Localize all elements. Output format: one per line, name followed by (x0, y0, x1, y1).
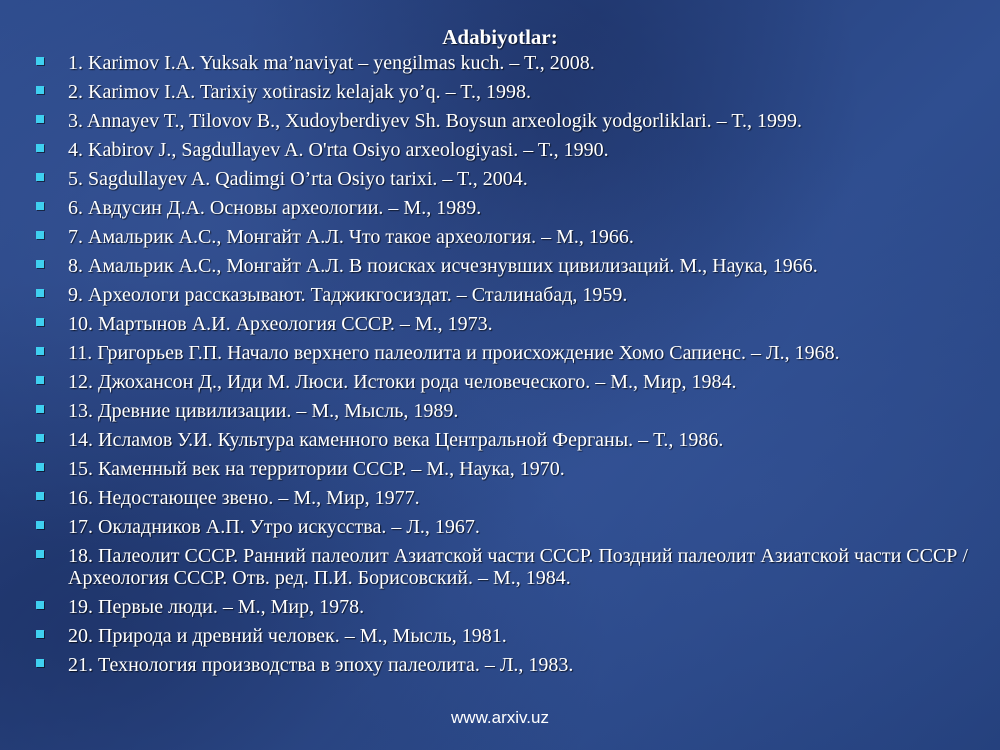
square-bullet-icon (36, 521, 44, 529)
reference-item (36, 458, 972, 480)
square-bullet-icon (36, 376, 44, 384)
square-bullet-icon (36, 434, 44, 442)
reference-text: 17. Окладников А.П. Утро искусства. – Л., 1967. (68, 516, 480, 538)
reference-text: 20. Природа и древний человек. – М., Мысль, 1981. (68, 625, 507, 647)
reference-text: 4. Kabirov J., Sagdullayev A. O'rta Osiyo arxeologiyasi. – T., 1990. (68, 139, 609, 161)
reference-item (36, 284, 972, 306)
reference-text: 7. Амальрик А.С., Монгайт А.Л. Что такое археология. – М., 1966. (68, 226, 634, 248)
reference-text: 8. Амальрик А.С., Монгайт А.Л. В поисках исчезнувших цивилизаций. М., Наука, 1966. (68, 255, 818, 277)
square-bullet-icon (36, 173, 44, 181)
reference-item (36, 596, 972, 618)
square-bullet-icon (36, 57, 44, 65)
reference-item (36, 52, 972, 74)
square-bullet-icon (36, 601, 44, 609)
reference-item (36, 110, 972, 132)
square-bullet-icon (36, 347, 44, 355)
reference-text: 13. Древние цивилизации. – М., Мысль, 1989. (68, 400, 459, 422)
square-bullet-icon (36, 550, 44, 558)
reference-item (36, 81, 972, 103)
reference-item (36, 400, 972, 422)
reference-item (36, 255, 972, 277)
reference-text: 3. Annayev T., Tilovov B., Xudoyberdiyev Sh. Boysun arxeologik yodgorliklari. – T., 1999. (68, 110, 803, 132)
reference-item (36, 516, 972, 538)
square-bullet-icon (36, 289, 44, 297)
reference-list (36, 52, 972, 683)
reference-text: 5. Sagdullayev A. Qadimgi O’rta Osiyo tarixi. – T., 2004. (68, 168, 528, 190)
square-bullet-icon (36, 86, 44, 94)
reference-item (36, 168, 972, 190)
square-bullet-icon (36, 405, 44, 413)
reference-item (36, 429, 972, 451)
reference-text: 14. Исламов У.И. Культура каменного века Центральной Ферганы. – Т., 1986. (68, 429, 724, 451)
square-bullet-icon (36, 144, 44, 152)
reference-text: 18. Палеолит СССР. Ранний палеолит Азиатской части СССР. Поздний палеолит Азиатской части СССР /Археология СССР. Отв. ред. П.И. Борисовский. – М., 1984. (68, 545, 968, 589)
reference-item (36, 197, 972, 219)
reference-text: 11. Григорьев Г.П. Начало верхнего палеолита и происхождение Хомо Сапиенс. – Л., 1968. (68, 342, 840, 364)
reference-text: 15. Каменный век на территории СССР. – М., Наука, 1970. (68, 458, 565, 480)
reference-item (36, 545, 972, 589)
square-bullet-icon (36, 260, 44, 268)
square-bullet-icon (36, 115, 44, 123)
square-bullet-icon (36, 231, 44, 239)
reference-text: 21. Технология производства в эпоху палеолита. – Л., 1983. (68, 654, 574, 676)
reference-text: 19. Первые люди. – М., Мир, 1978. (68, 596, 365, 618)
reference-text: 12. Джохансон Д., Иди М. Люси. Истоки рода человеческого. – М., Мир, 1984. (68, 371, 737, 393)
square-bullet-icon (36, 318, 44, 326)
reference-text: 1. Karimov I.A. Yuksak ma’naviyat – yengilmas kuch. – T., 2008. (68, 52, 595, 74)
square-bullet-icon (36, 202, 44, 210)
reference-text: 10. Мартынов А.И. Археология СССР. – М., 1973. (68, 313, 493, 335)
footer-watermark: www.arxiv.uz (451, 708, 549, 727)
reference-item (36, 226, 972, 248)
square-bullet-icon (36, 659, 44, 667)
square-bullet-icon (36, 630, 44, 638)
reference-item (36, 371, 972, 393)
reference-text: 6. Авдусин Д.А. Основы археологии. – М., 1989. (68, 197, 482, 219)
reference-item (36, 342, 972, 364)
square-bullet-icon (36, 463, 44, 471)
reference-text: 9. Археологи рассказывают. Таджикгосиздат. – Сталинабад, 1959. (68, 284, 628, 306)
slide-title: Adabiyotlar: (442, 25, 558, 49)
reference-text: 16. Недостающее звено. – М., Мир, 1977. (68, 487, 420, 509)
reference-item (36, 654, 972, 676)
reference-item (36, 487, 972, 509)
reference-item (36, 139, 972, 161)
square-bullet-icon (36, 492, 44, 500)
reference-text: 2. Karimov I.A. Tarixiy xotirasiz kelajak yo’q. – T., 1998. (68, 81, 531, 103)
reference-item (36, 625, 972, 647)
reference-item (36, 313, 972, 335)
